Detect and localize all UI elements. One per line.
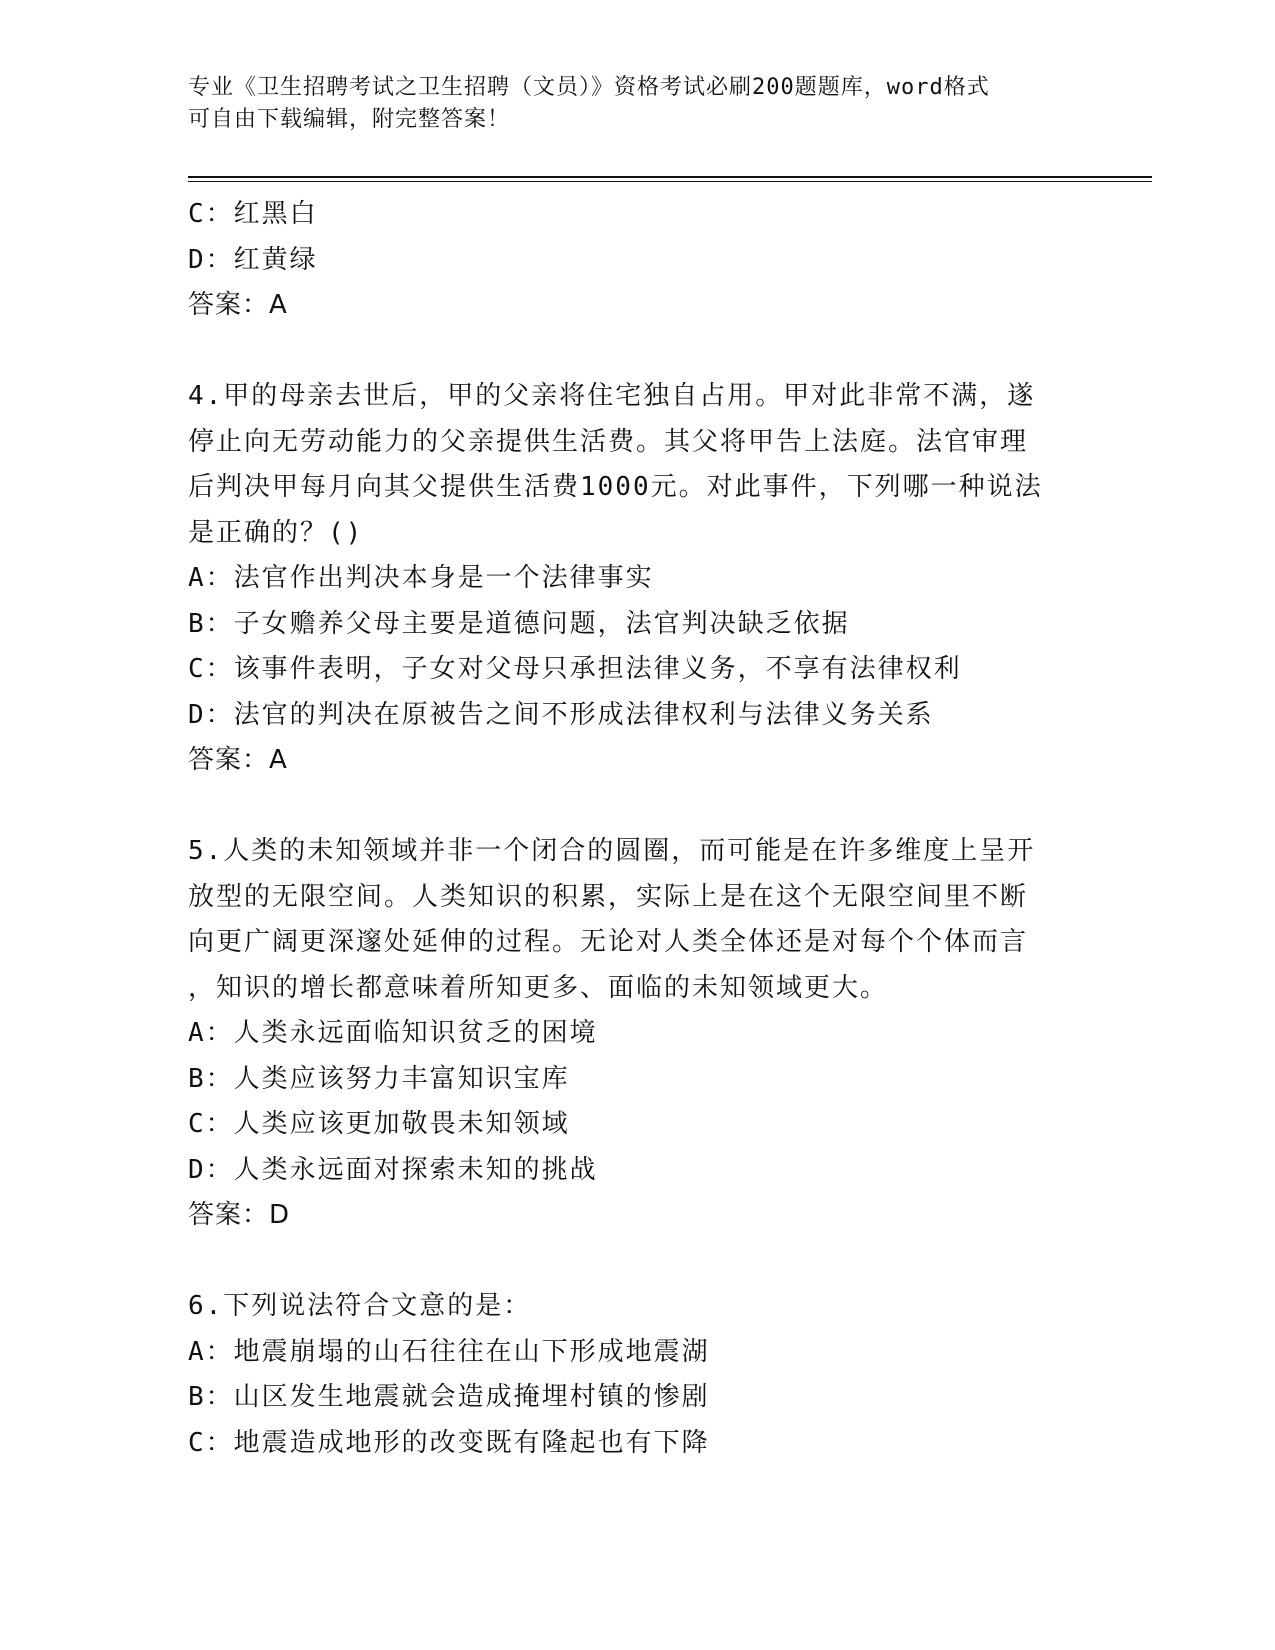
header-line-1: 专业《卫生招聘考试之卫生招聘（文员）》资格考试必刷200题题库，word格式 bbox=[188, 75, 990, 100]
spacer bbox=[188, 1239, 1088, 1285]
option-a: A：法官作出判决本身是一个法律事实 bbox=[188, 563, 654, 593]
question-5 bbox=[188, 829, 1088, 1239]
answer: 答案：D bbox=[188, 1200, 291, 1230]
option-a: A：人类永远面临知识贫乏的困境 bbox=[188, 1018, 598, 1048]
option-c: C：人类应该更加敬畏未知领域 bbox=[188, 1109, 570, 1139]
question-stem-line: ，知识的增长都意味着所知更多、面临的未知领域更大。 bbox=[188, 972, 889, 1003]
answer: 答案：A bbox=[188, 290, 288, 320]
spacer bbox=[188, 329, 1088, 375]
spacer bbox=[188, 784, 1088, 830]
option-c: C：红黑白 bbox=[188, 199, 318, 229]
option-d: D：法官的判决在原被告之间不形成法律权利与法律义务关系 bbox=[188, 699, 934, 730]
option-b: B：山区发生地震就会造成掩埋村镇的惨剧 bbox=[188, 1382, 710, 1412]
option-a: A：地震崩塌的山石往往在山下形成地震湖 bbox=[188, 1336, 710, 1367]
document-body bbox=[188, 192, 1088, 1466]
header-rule-thick bbox=[188, 176, 1152, 178]
document-header bbox=[188, 72, 1068, 136]
question-stem-line: 是正确的？() bbox=[188, 517, 364, 548]
option-c: C：该事件表明，子女对父母只承担法律义务，不享有法律权利 bbox=[188, 654, 962, 684]
option-b: B：人类应该努力丰富知识宝库 bbox=[188, 1063, 570, 1094]
option-b: B：子女赡养父母主要是道德问题，法官判决缺乏依据 bbox=[188, 608, 850, 639]
question-stem-line: 5.人类的未知领域并非一个闭合的圆圈，而可能是在许多维度上呈开 bbox=[188, 836, 1036, 866]
question-6 bbox=[188, 1284, 1088, 1466]
option-d: D：人类永远面对探索未知的挑战 bbox=[188, 1154, 598, 1185]
option-c: C：地震造成地形的改变既有隆起也有下降 bbox=[188, 1427, 710, 1458]
question-stem-line: 后判决甲每月向其父提供生活费1000元。对此事件，下列哪一种说法 bbox=[188, 472, 1043, 502]
option-d: D：红黄绿 bbox=[188, 244, 318, 275]
question-stem-line: 向更广阔更深邃处延伸的过程。无论对人类全体还是对每个个体而言 bbox=[188, 927, 1029, 957]
header-rule-thin bbox=[188, 181, 1152, 182]
question-3 bbox=[188, 192, 1088, 329]
question-stem-line: 放型的无限空间。人类知识的积累，实际上是在这个无限空间里不断 bbox=[188, 881, 1029, 912]
question-stem-line: 6.下列说法符合文意的是： bbox=[188, 1291, 532, 1321]
question-4 bbox=[188, 374, 1088, 784]
header-line-2: 可自由下载编辑，附完整答案！ bbox=[188, 107, 511, 132]
question-stem-line: 4.甲的母亲去世后，甲的父亲将住宅独自占用。甲对此非常不满，遂 bbox=[188, 381, 1036, 411]
answer: 答案：A bbox=[188, 745, 288, 775]
question-stem-line: 停止向无劳动能力的父亲提供生活费。其父将甲告上法庭。法官审理 bbox=[188, 426, 1029, 457]
